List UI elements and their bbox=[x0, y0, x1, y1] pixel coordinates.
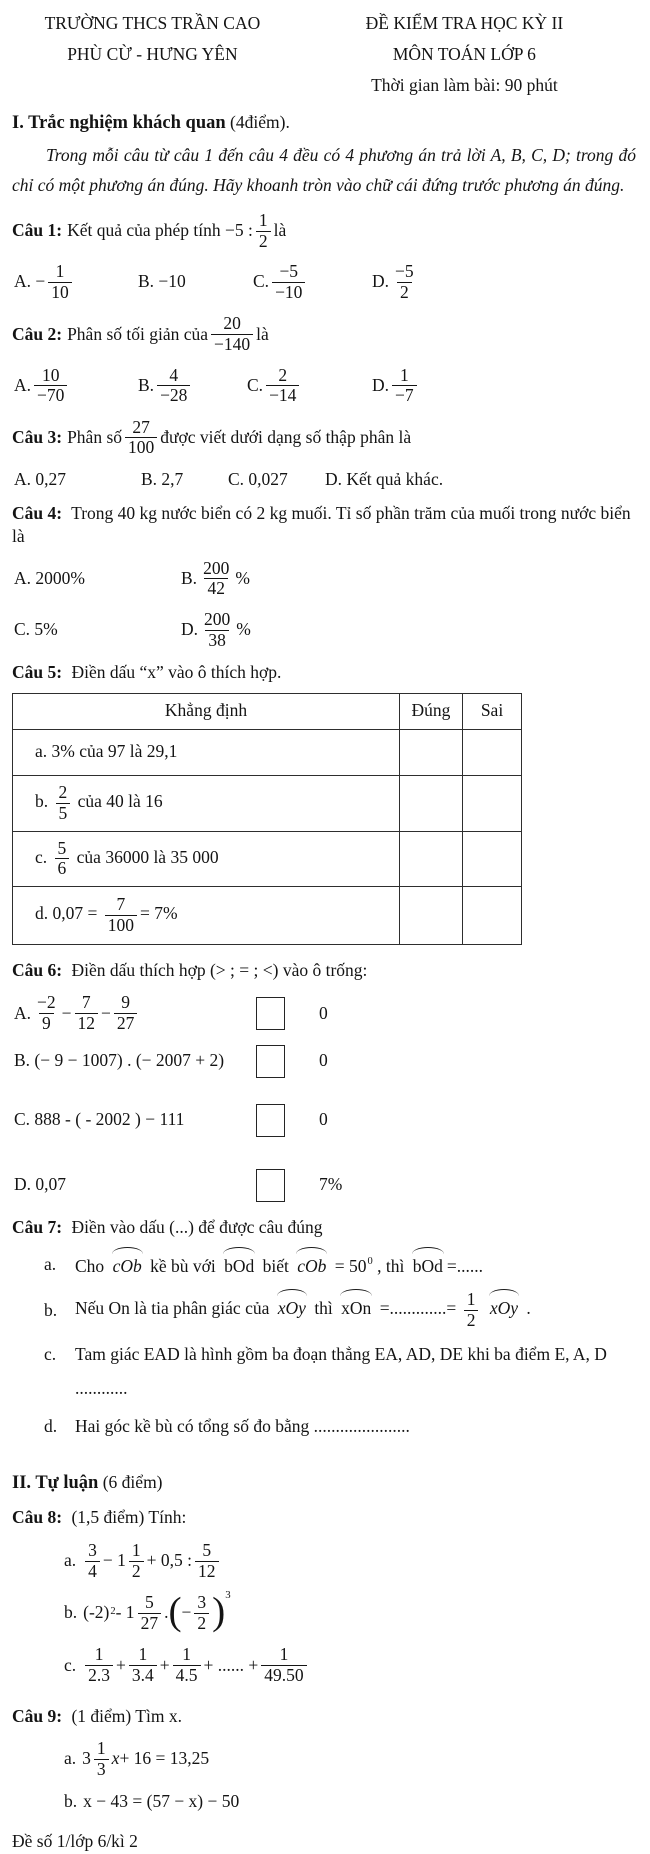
math-expression: $\frac{3}{4}$ − 1 $\frac{1}{2}$ + 0,5 : $\frac{5}{12}$ bbox=[82, 1540, 221, 1582]
option-b: B. $\frac{4}{-28}$ bbox=[138, 365, 247, 407]
parenthesized-expression bbox=[168, 1588, 231, 1634]
fill-row-c bbox=[14, 1104, 636, 1137]
answer-cell-false-b[interactable] bbox=[463, 775, 522, 831]
angle-arc: bOd bbox=[411, 1247, 445, 1281]
fill-row-b bbox=[14, 1045, 636, 1078]
question-3-stem: Phân số $\frac{27}{100}$ được viết dưới dạng số thập phân là bbox=[67, 416, 412, 458]
angle-arc: cOb bbox=[295, 1247, 328, 1281]
section1-points: (4điểm). bbox=[230, 112, 290, 132]
fraction: $\frac{20}{-140}$ bbox=[211, 314, 253, 354]
answer-cell-true-c[interactable] bbox=[400, 831, 463, 886]
exam-duration: Thời gian làm bài: 90 phút bbox=[371, 75, 558, 95]
answer-cell-false-a[interactable] bbox=[463, 729, 522, 775]
fill-row-a bbox=[14, 992, 636, 1034]
true-false-table bbox=[12, 693, 522, 945]
question-1-stem: Kết quả của phép tính −5 : $\frac{1}{2}$ là bbox=[67, 209, 287, 251]
fraction: $\frac{9}{27}$ bbox=[114, 993, 138, 1033]
exam-title: ĐỀ KIỂM TRA HỌC KỲ II bbox=[365, 13, 564, 33]
fraction: $\frac{1}{2}$ bbox=[129, 1541, 144, 1581]
statement-d: d. 0,07 = $\frac{7}{100}$ = 7% bbox=[13, 886, 400, 944]
column-header-true: Đúng bbox=[400, 693, 463, 729]
fraction: $\frac{7}{100}$ bbox=[105, 895, 137, 935]
school-name: TRƯỜNG THCS TRẦN CAO bbox=[44, 13, 261, 33]
item-label: c. bbox=[64, 1654, 77, 1675]
question-3 bbox=[12, 417, 636, 459]
table-row bbox=[13, 831, 522, 886]
question-8-label: Câu 8: bbox=[12, 1507, 63, 1528]
table-row bbox=[13, 729, 522, 775]
italic-variable: x bbox=[111, 1748, 120, 1769]
option-a: A. $\frac{10}{-70}$ bbox=[14, 365, 138, 407]
fraction: $\frac{5}{27}$ bbox=[138, 1593, 162, 1633]
angle-arc: cOb bbox=[111, 1247, 144, 1281]
table-row bbox=[13, 886, 522, 944]
question-3-options bbox=[14, 468, 636, 492]
statement-a: a. 3% của 97 là 29,1 bbox=[13, 729, 400, 775]
answer-cell-true-b[interactable] bbox=[400, 775, 463, 831]
option-a: A. − $\frac{1}{10}$ bbox=[14, 261, 138, 303]
question-9-stem: (1 điểm) Tìm x. bbox=[71, 1705, 182, 1726]
question-4-options-row2 bbox=[14, 609, 636, 651]
item-text: Nếu On là tia phân giác của xOy thì xOn =.............= $\frac{1}{2}$ xOy . bbox=[75, 1289, 531, 1330]
section1-title bbox=[12, 111, 636, 136]
school-location: PHÙ CỪ - HƯNG YÊN bbox=[67, 44, 238, 64]
item-label: d. bbox=[44, 1416, 58, 1437]
fraction: $\frac{5}{12}$ bbox=[195, 1541, 219, 1581]
fraction: $\frac{1}{3}$ bbox=[94, 1739, 109, 1779]
answer-box[interactable] bbox=[256, 1045, 285, 1078]
answer-cell-true-d[interactable] bbox=[400, 886, 463, 944]
fraction: $\frac{-5}{-10}$ bbox=[272, 262, 305, 302]
math-expression: x − 43 = (57 − x) − 50 bbox=[83, 1791, 240, 1812]
question-8 bbox=[12, 1506, 636, 1530]
fraction: $\frac{2}{5}$ bbox=[56, 783, 71, 823]
open-paren: ( bbox=[168, 1588, 182, 1633]
table-row bbox=[13, 775, 522, 831]
question-8-stem: (1,5 điểm) Tính: bbox=[71, 1507, 187, 1528]
item-label: b. bbox=[64, 1602, 78, 1623]
math-expression: $\frac{1}{2.3}$ + $\frac{1}{3.4}$ + $\frac{1}{4.5}$ + ...... + $\frac{1}{49.50}$ bbox=[82, 1644, 310, 1686]
question-1-options bbox=[14, 261, 636, 303]
expression-d: D. 0,07 bbox=[14, 1174, 67, 1195]
question-2 bbox=[12, 313, 636, 355]
compare-value-b: 0 bbox=[319, 1050, 328, 1071]
question-6-stem: Điền dấu thích hợp (> ; = ; <) vào ô trống: bbox=[71, 959, 368, 980]
question-1 bbox=[12, 210, 636, 252]
question-4-stem: Trong 40 kg nước biển có 2 kg muối. Tỉ số phần trăm của muối trong nước biển là bbox=[12, 502, 631, 547]
question-7-item-c bbox=[44, 1339, 636, 1369]
compare-value-a: 0 bbox=[319, 1002, 328, 1023]
fraction: $\frac{1}{2}$ bbox=[256, 211, 271, 251]
answer-box[interactable] bbox=[256, 997, 285, 1030]
angle-arc: xOy bbox=[276, 1289, 308, 1323]
section2-points: (6 điểm) bbox=[102, 1472, 163, 1493]
math-expression: (-2) $^2$ - 1 $\frac{5}{27}$ . ( − $\frac{3}{2}$ ) $^3$ bbox=[83, 1588, 231, 1633]
item-label: b. bbox=[64, 1791, 78, 1812]
statement-c: c. $\frac{5}{6}$ của 36000 là 35 000 bbox=[13, 831, 400, 886]
answer-box[interactable] bbox=[256, 1169, 285, 1202]
superscript: 3 bbox=[225, 1589, 231, 1602]
answer-box[interactable] bbox=[256, 1104, 285, 1137]
fraction: $\frac{1}{4.5}$ bbox=[173, 1645, 201, 1685]
question-8-item-c bbox=[64, 1644, 636, 1686]
question-9-item-b bbox=[64, 1790, 636, 1814]
question-7-item-a bbox=[44, 1247, 636, 1281]
item-text: Cho cOb kề bù với bOd biết cOb = $50^0$ , thì bOd =...... bbox=[75, 1247, 636, 1281]
section2-title bbox=[12, 1471, 636, 1496]
statement-b: b. $\frac{2}{5}$ của 40 là 16 bbox=[13, 775, 400, 831]
option-d: D. $\frac{200}{38}$ % bbox=[181, 608, 251, 650]
fraction: $\frac{5}{6}$ bbox=[55, 839, 70, 879]
question-7-item-b bbox=[44, 1289, 636, 1331]
angle-arc: bOd bbox=[222, 1247, 256, 1281]
fraction: $\frac{7}{12}$ bbox=[75, 993, 99, 1033]
question-8-item-a bbox=[64, 1540, 636, 1582]
column-header-statement: Khẳng định bbox=[13, 693, 400, 729]
superscript: 2 bbox=[110, 1605, 116, 1617]
question-7-item-c-dots bbox=[44, 1373, 636, 1403]
question-9 bbox=[12, 1705, 636, 1729]
fraction: $\frac{1}{2.3}$ bbox=[85, 1645, 113, 1685]
column-header-false: Sai bbox=[463, 693, 522, 729]
fraction: $\frac{-2}{9}$ bbox=[37, 992, 56, 1033]
exam-code-footer: Đề số 1/lớp 6/kì 2 bbox=[12, 1831, 138, 1851]
fill-row-d bbox=[14, 1169, 636, 1202]
fraction: $\frac{1}{49.50}$ bbox=[261, 1645, 306, 1685]
question-1-label: Câu 1: bbox=[12, 220, 63, 241]
option-b: B. $\frac{200}{42}$ % bbox=[181, 557, 250, 599]
option-c: C. $\frac{2}{-14}$ bbox=[247, 365, 372, 407]
section1-title-text: I. Trắc nghiệm khách quan bbox=[12, 113, 226, 133]
question-2-label: Câu 2: bbox=[12, 323, 63, 344]
expression-b: B. (− 9 − 1007) . (− 2007 + 2) bbox=[14, 1050, 225, 1071]
section1-instructions: Trong mỗi câu từ câu 1 đến câu 4 đều có 4 phương án trả lời A, B, C, D; trong đó chỉ có một phương án đúng. Hãy khoanh tròn vào chữ cái đứng trước phương án đúng. bbox=[12, 144, 636, 195]
item-text: Hai góc kề bù có tổng số đo bằng ...................... bbox=[75, 1416, 410, 1437]
compare-value-c: 0 bbox=[319, 1109, 328, 1130]
fraction: $\frac{1}{2}$ bbox=[464, 1290, 479, 1330]
item-label: b. bbox=[44, 1300, 58, 1321]
option-b: B. −10 bbox=[138, 271, 186, 292]
answer-cell-false-c[interactable] bbox=[463, 831, 522, 886]
fraction: $\frac{1}{-7}$ bbox=[392, 366, 417, 406]
question-2-options bbox=[14, 365, 636, 407]
question-5-stem: Điền dấu “x” vào ô thích hợp. bbox=[71, 662, 282, 683]
option-c: C. 0,027 bbox=[228, 468, 288, 489]
item-label: c. bbox=[44, 1344, 57, 1365]
question-7-stem: Điền vào dấu (...) để được câu đúng bbox=[71, 1216, 323, 1237]
fraction: $\frac{10}{-70}$ bbox=[34, 366, 67, 406]
close-paren: ) bbox=[212, 1588, 226, 1633]
question-4 bbox=[12, 502, 636, 549]
option-a: A. 2000% bbox=[14, 568, 85, 589]
answer-cell-true-a[interactable] bbox=[400, 729, 463, 775]
fraction: $\frac{1}{10}$ bbox=[48, 262, 72, 302]
question-4-label: Câu 4: bbox=[12, 502, 63, 523]
exam-header bbox=[12, 8, 636, 101]
dotted-blank: ............ bbox=[75, 1378, 128, 1399]
question-7-item-d bbox=[44, 1411, 636, 1441]
superscript: 0 bbox=[367, 1255, 373, 1267]
item-label: a. bbox=[44, 1254, 57, 1275]
item-label: a. bbox=[64, 1748, 77, 1769]
compare-value-d: 7% bbox=[319, 1174, 343, 1195]
expression-a: A. $\frac{-2}{9}$ − $\frac{7}{12}$ − $\frac{9}{27}$ bbox=[14, 992, 256, 1034]
question-7-label: Câu 7: bbox=[12, 1216, 63, 1237]
paren-content: − $\frac{3}{2}$ bbox=[182, 1592, 213, 1634]
fraction: $\frac{27}{100}$ bbox=[125, 418, 157, 458]
option-b: B. 2,7 bbox=[141, 468, 184, 489]
fraction: $\frac{200}{38}$ bbox=[204, 608, 231, 650]
expression-c: C. 888 - ( - 2002 ) − 111 bbox=[14, 1109, 185, 1130]
math-expression: 3 $\frac{1}{3}$ x + 16 = 13,25 bbox=[82, 1738, 210, 1779]
section2-title-text: II. Tự luận bbox=[12, 1473, 99, 1494]
fraction: $\frac{3}{2}$ bbox=[194, 1593, 209, 1633]
option-d: D. Kết quả khác. bbox=[325, 468, 444, 489]
angle-arc: xOn bbox=[339, 1289, 373, 1323]
question-6 bbox=[12, 959, 636, 983]
fraction: $\frac{4}{-28}$ bbox=[157, 366, 190, 406]
angle-arc: xOy bbox=[488, 1289, 520, 1323]
fraction: $\frac{3}{4}$ bbox=[85, 1541, 100, 1581]
question-9-label: Câu 9: bbox=[12, 1705, 63, 1726]
fraction: $\frac{-5}{2}$ bbox=[395, 261, 414, 302]
question-6-label: Câu 6: bbox=[12, 959, 63, 980]
question-9-item-a bbox=[64, 1738, 636, 1780]
item-text: Tam giác EAD là hình gồm ba đoạn thẳng EA, AD, DE khi ba điểm E, A, D bbox=[75, 1344, 607, 1365]
question-5-label: Câu 5: bbox=[12, 662, 63, 683]
question-7 bbox=[12, 1216, 636, 1240]
option-d: D. $\frac{1}{-7}$ bbox=[372, 365, 420, 407]
fraction: $\frac{1}{3.4}$ bbox=[129, 1645, 157, 1685]
question-8-item-b bbox=[64, 1588, 636, 1634]
question-3-label: Câu 3: bbox=[12, 427, 63, 447]
question-2-stem: Phân số tối giản của $\frac{20}{-140}$ là bbox=[67, 313, 269, 354]
option-d: D. $\frac{-5}{2}$ bbox=[372, 261, 420, 303]
exam-subject: MÔN TOÁN LỚP 6 bbox=[392, 44, 536, 64]
fraction: $\frac{2}{-14}$ bbox=[266, 366, 299, 406]
fraction: $\frac{200}{42}$ bbox=[203, 557, 230, 599]
option-c: C. $\frac{-5}{-10}$ bbox=[253, 261, 372, 303]
item-label: a. bbox=[64, 1550, 77, 1571]
answer-cell-false-d[interactable] bbox=[463, 886, 522, 944]
option-c: C. 5% bbox=[14, 619, 58, 640]
question-5 bbox=[12, 661, 636, 685]
question-4-options-row1 bbox=[14, 558, 636, 600]
option-a: A. 0,27 bbox=[14, 468, 67, 489]
table-header-row bbox=[13, 693, 522, 729]
